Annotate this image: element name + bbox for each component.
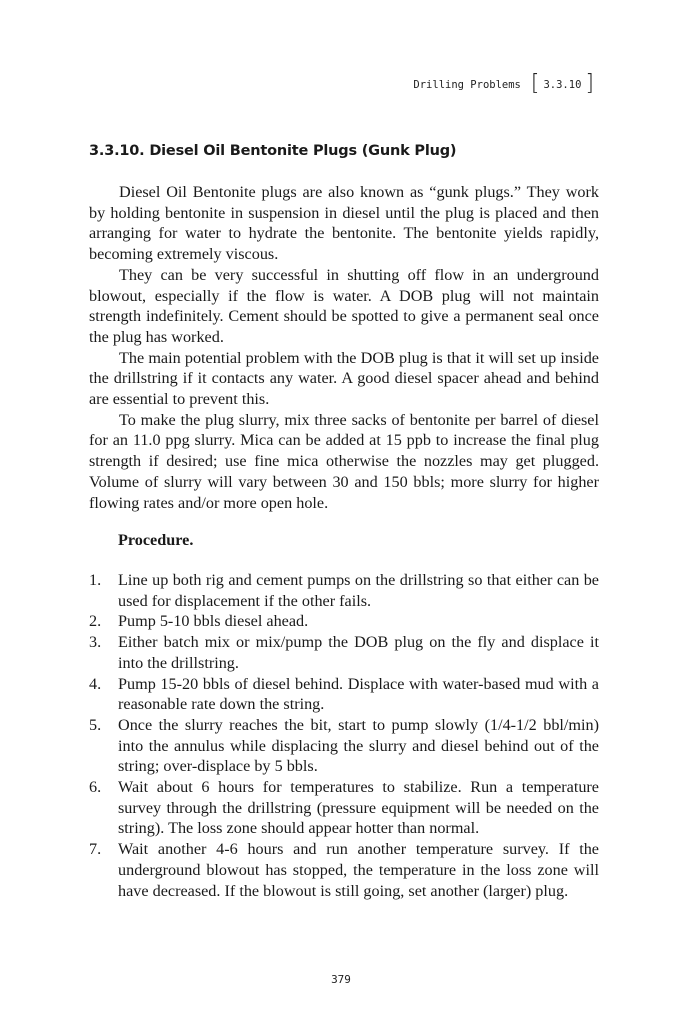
section-ref: 3.3.10 <box>543 79 582 91</box>
section-heading: 3.3.10. Diesel Oil Bentonite Plugs (Gunk Plug) <box>89 143 457 159</box>
list-item <box>89 777 599 839</box>
paragraph: Diesel Oil Bentonite plugs are also known as “gunk plugs.” They work by holding bentonite in suspension in diesel until the plug is placed and then arranging for water to hydrate the bentonite. The bentonite yields rapidly, becoming extremely viscous. <box>89 183 599 264</box>
step-text: Wait about 6 hours for temperatures to stabilize. Run a temperature survey through the drillstring (pressure equipment will be needed on the string). The loss zone should appear hotter than normal. <box>118 778 599 838</box>
running-head <box>413 71 598 96</box>
list-item <box>89 715 599 777</box>
step-number: 4. <box>89 674 102 693</box>
list-item <box>89 632 599 673</box>
step-text: Once the slurry reaches the bit, start to pump slowly (1/4-1/2 bbl/min) into the annulus while displacing the slurry and diesel behind out of the string; over-displace by 5 bbls. <box>118 715 599 776</box>
step-text: Pump 15-20 bbls of diesel behind. Displace with water-based mud with a reasonable rate down the string. <box>118 674 599 714</box>
step-number: 2. <box>89 612 102 631</box>
body-text <box>89 182 599 513</box>
list-item <box>89 570 599 611</box>
bracket-open: [ <box>530 71 540 96</box>
running-title: Drilling Problems <box>413 79 521 91</box>
step-number: 5. <box>89 715 102 734</box>
step-text: Line up both rig and cement pumps on the drillstring so that either can be used for displacement if the other fails. <box>118 571 599 610</box>
step-number: 6. <box>89 778 102 797</box>
procedure-steps <box>89 570 599 901</box>
paragraph: The main potential problem with the DOB plug is that it will set up inside the drillstring if it contacts any water. A good diesel spacer ahead and behind are essential to prevent this. <box>89 348 599 409</box>
step-number: 3. <box>89 633 102 652</box>
page-number: 379 <box>331 973 351 986</box>
list-item <box>89 839 599 901</box>
step-text: Pump 5-10 bbls diesel ahead. <box>118 612 309 631</box>
step-text: Wait another 4-6 hours and run another temperature survey. If the underground blowout has stopped, the temperature in the loss zone will have decreased. If the blowout is still going, set another (larger) plug. <box>118 840 599 900</box>
bracket-close: ] <box>585 71 594 96</box>
step-number: 1. <box>89 571 102 589</box>
list-item <box>89 611 599 632</box>
procedure-title: Procedure. <box>118 531 194 549</box>
paragraph: They can be very successful in shutting off flow in an underground blowout, especially if the flow is water. A DOB plug will not maintain strength indefinitely. Cement should be spotted to give a permanent seal once the plug has worked. <box>89 265 599 346</box>
step-number: 7. <box>89 840 102 859</box>
paragraph: To make the plug slurry, mix three sacks of bentonite per barrel of diesel for an 11.0 ppg slurry. Mica can be added at 15 ppb to increase the final plug strength if desired; use fine mica otherwise the nozzles may get plugged. Volume of slurry will vary between 30 and 150 bbls; more slurry for higher flowing rates and/or more open hole. <box>89 410 599 512</box>
list-item <box>89 674 599 715</box>
step-text: Either batch mix or mix/pump the DOB plug on the fly and displace it into the drillstring. <box>118 633 599 672</box>
